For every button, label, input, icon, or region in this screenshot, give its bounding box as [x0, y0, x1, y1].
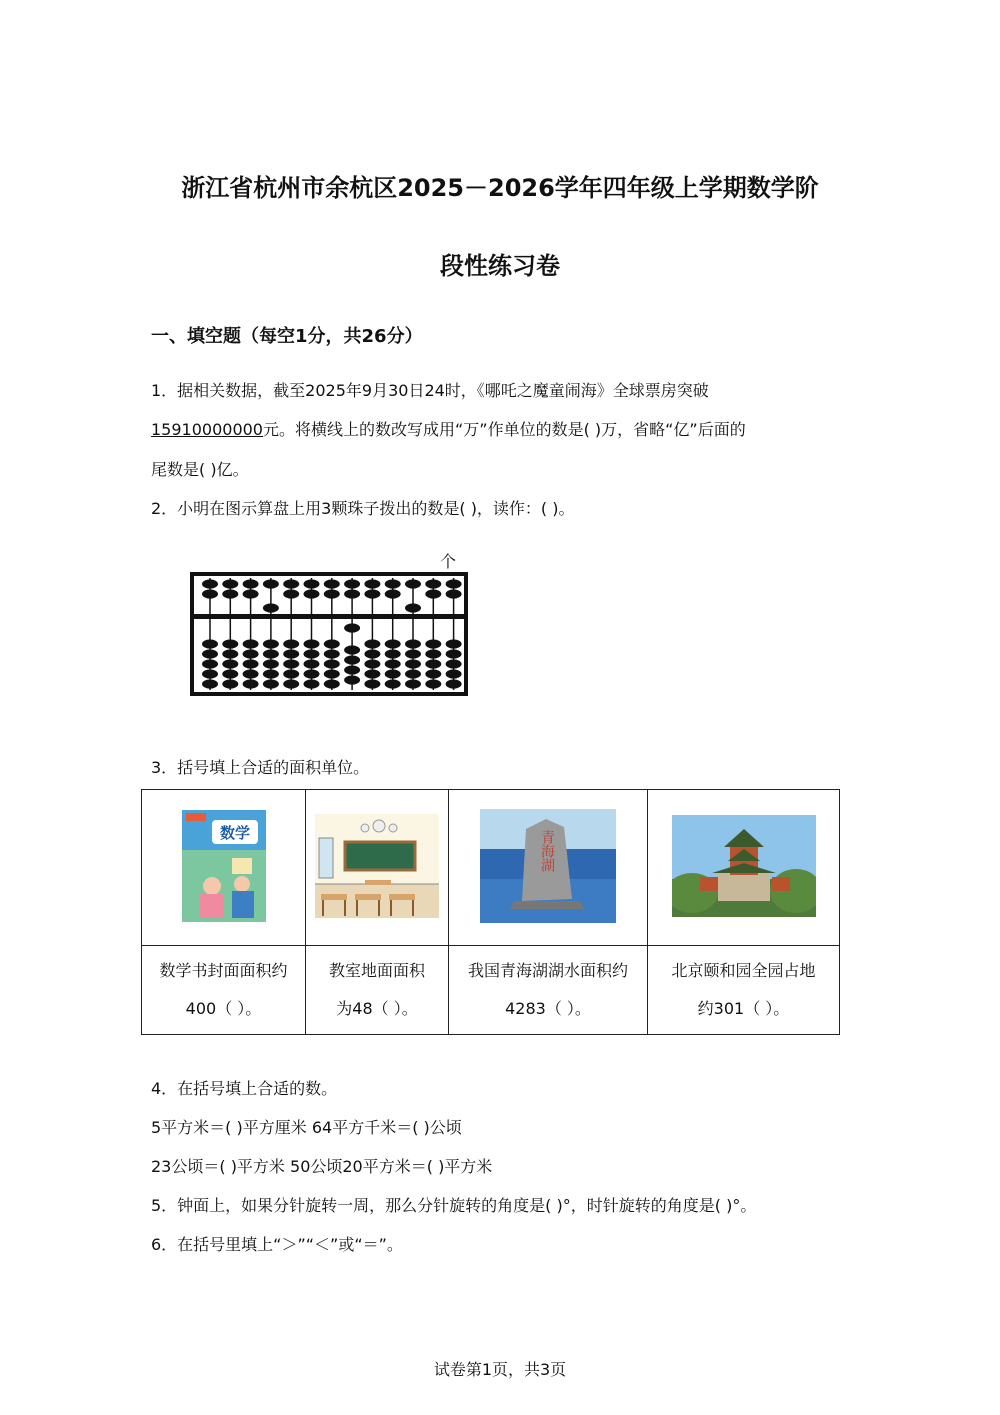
summer-palace-icon: [672, 815, 816, 917]
abacus-lower-bead: [263, 639, 279, 648]
question-1-line1: 1．据相关数据，截至2025年9月30日24时，《哪吒之魔童闹海》全球票房突破: [151, 381, 709, 400]
abacus-upper-bead: [344, 579, 360, 588]
underlined-number: 15910000000: [151, 420, 263, 439]
abacus-lower-bead: [222, 639, 238, 648]
question-4-row2: 23公顷＝( )平方米 50公顷20平方米＝( )平方米: [151, 1157, 493, 1176]
abacus-lower-bead: [364, 669, 380, 678]
abacus-lower-bead: [446, 659, 462, 668]
abacus-lower-bead: [446, 669, 462, 678]
abacus-lower-bead: [324, 649, 340, 658]
abacus-lower-bead: [405, 679, 421, 688]
abacus-lower-bead: [283, 679, 299, 688]
caption-line: 数学书封面面积约: [159, 961, 288, 980]
abacus-lower-bead: [243, 659, 259, 668]
abacus-lower-bead: [222, 649, 238, 658]
abacus-upper-bead: [364, 589, 380, 598]
abacus-upper-bead: [324, 589, 340, 598]
abacus-lower-bead: [283, 659, 299, 668]
caption-line: 400（ ）。: [185, 999, 262, 1018]
question-5: 5．钟面上，如果分针旋转一周，那么分针旋转的角度是( )°，时针旋转的角度是( )°。: [151, 1196, 757, 1215]
question-2: 2．小明在图示算盘上用3颗珠子拨出的数是( )，读作：( )。: [151, 499, 575, 518]
abacus-lower-bead: [243, 669, 259, 678]
abacus-upper-bead: [364, 579, 380, 588]
abacus-lower-bead: [304, 669, 320, 678]
cell-summer-palace: [648, 790, 840, 946]
abacus-upper-bead: [283, 589, 299, 598]
abacus-lower-bead: [283, 649, 299, 658]
abacus-lower-bead: [385, 639, 401, 648]
question-4-row1: 5平方米＝( )平方厘米 64平方千米＝( )公顷: [151, 1118, 462, 1137]
abacus-upper-bead: [385, 579, 401, 588]
abacus-lower-bead: [263, 659, 279, 668]
abacus-lower-bead: [425, 679, 441, 688]
abacus-lower-bead: [364, 649, 380, 658]
section-heading: 一、填空题（每空1分，共26分）: [151, 326, 423, 347]
abacus-lower-bead: [283, 639, 299, 648]
abacus-lower-bead: [344, 665, 360, 674]
book-cover-text: 数学: [219, 823, 250, 842]
abacus-lower-bead: [385, 649, 401, 658]
caption-line: 北京颐和园全园占地: [671, 961, 816, 980]
abacus-lower-bead: [364, 679, 380, 688]
abacus-lower-bead: [425, 669, 441, 678]
abacus-upper-bead: [425, 589, 441, 598]
exam-title-line1: 浙江省杭州市余杭区2025－2026学年四年级上学期数学阶: [181, 174, 819, 202]
abacus-lower-bead: [222, 659, 238, 668]
abacus-lower-bead: [446, 679, 462, 688]
abacus-upper-bead: [304, 589, 320, 598]
abacus-lower-bead: [304, 679, 320, 688]
caption-summer-palace: [648, 946, 840, 1035]
abacus-lower-bead: [385, 679, 401, 688]
question-1-line3: 尾数是( )亿。: [151, 460, 249, 479]
abacus-upper-bead: [446, 579, 462, 588]
abacus-lower-bead: [425, 659, 441, 668]
abacus-lower-bead: [344, 623, 360, 632]
abacus-lower-bead: [364, 639, 380, 648]
ones-place-label: 个: [440, 552, 457, 571]
question-3: 3．括号填上合适的面积单位。: [151, 758, 370, 777]
caption-line: 教室地面面积: [328, 961, 425, 980]
abacus-upper-bead: [263, 579, 279, 588]
abacus-lower-bead: [405, 659, 421, 668]
abacus-lower-bead: [243, 639, 259, 648]
exam-title-line2: 段性练习卷: [440, 252, 560, 280]
abacus-lower-bead: [202, 679, 218, 688]
caption-line: 约301（ ）。: [697, 999, 790, 1018]
question-6: 6．在括号里填上“＞”“＜”或“＝”。: [151, 1235, 403, 1254]
question-1-line2-text: 元。将横线上的数改写成用“万”作单位的数是( )万，省略“亿”后面的: [262, 420, 746, 439]
abacus-lower-bead: [202, 669, 218, 678]
qinghai-lake-icon: [480, 809, 616, 923]
caption-classroom: [306, 946, 449, 1035]
abacus-lower-bead: [405, 669, 421, 678]
abacus-lower-bead: [324, 669, 340, 678]
abacus-lower-bead: [222, 679, 238, 688]
cell-qinghai-lake: [449, 790, 648, 946]
page-footer: 试卷第1页，共3页: [433, 1360, 567, 1379]
caption-math-book: [142, 946, 306, 1035]
abacus-lower-bead: [324, 639, 340, 648]
cell-math-book: [142, 790, 306, 946]
abacus-lower-bead: [263, 679, 279, 688]
abacus-lower-bead: [425, 649, 441, 658]
abacus-lower-bead: [243, 649, 259, 658]
abacus-lower-bead: [304, 639, 320, 648]
abacus-lower-bead: [263, 669, 279, 678]
abacus-figure: [190, 572, 470, 698]
abacus-lower-bead: [202, 649, 218, 658]
abacus-lower-bead: [446, 649, 462, 658]
abacus-lower-bead: [202, 659, 218, 668]
abacus-upper-bead: [385, 589, 401, 598]
abacus-upper-bead: [243, 589, 259, 598]
math-book-icon: [182, 810, 266, 922]
abacus-upper-bead: [222, 579, 238, 588]
abacus-upper-bead: [202, 589, 218, 598]
abacus-lower-bead: [324, 659, 340, 668]
abacus-lower-bead: [344, 675, 360, 684]
caption-line: 为48（ ）。: [336, 999, 418, 1018]
abacus-lower-bead: [222, 669, 238, 678]
abacus-upper-bead: [324, 579, 340, 588]
classroom-icon: [315, 814, 439, 918]
question-1-line2: [151, 417, 746, 440]
abacus-lower-bead: [304, 649, 320, 658]
abacus-lower-bead: [243, 679, 259, 688]
abacus-upper-bead: [446, 589, 462, 598]
cell-classroom: [306, 790, 449, 946]
abacus-lower-bead: [344, 655, 360, 664]
question-4: 4．在括号填上合适的数。: [151, 1079, 338, 1098]
abacus-upper-bead: [304, 579, 320, 588]
abacus-upper-bead: [263, 603, 279, 612]
caption-line: 我国青海湖湖水面积约: [467, 961, 628, 980]
abacus-lower-bead: [385, 669, 401, 678]
abacus-lower-bead: [202, 639, 218, 648]
area-units-table: [141, 789, 840, 1035]
abacus-upper-bead: [405, 579, 421, 588]
abacus-upper-bead: [344, 589, 360, 598]
stone-inscription: 青海湖: [539, 829, 555, 872]
abacus-lower-bead: [364, 659, 380, 668]
abacus-lower-bead: [283, 669, 299, 678]
abacus-lower-bead: [324, 679, 340, 688]
abacus-upper-bead: [222, 589, 238, 598]
abacus-lower-bead: [446, 639, 462, 648]
abacus-lower-bead: [304, 659, 320, 668]
abacus-upper-bead: [243, 579, 259, 588]
caption-line: 4283（ ）。: [505, 999, 591, 1018]
caption-qinghai-lake: [449, 946, 648, 1035]
abacus-upper-bead: [405, 603, 421, 612]
abacus-lower-bead: [425, 639, 441, 648]
abacus-upper-bead: [425, 579, 441, 588]
abacus-upper-bead: [283, 579, 299, 588]
abacus-lower-bead: [263, 649, 279, 658]
abacus-lower-bead: [385, 659, 401, 668]
abacus-lower-bead: [405, 649, 421, 658]
abacus-lower-bead: [405, 639, 421, 648]
abacus-lower-bead: [344, 645, 360, 654]
abacus-upper-bead: [202, 579, 218, 588]
